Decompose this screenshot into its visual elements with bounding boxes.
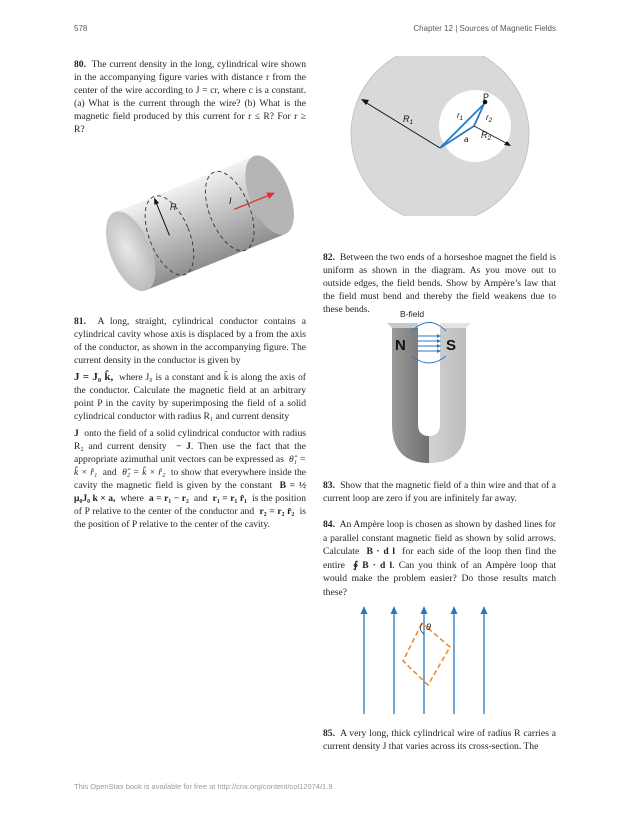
- cavity: [439, 90, 511, 162]
- equation-minus-J: − J: [175, 441, 191, 452]
- problem-text-1: A long, straight, cylindrical conductor contains a cylindrical cavity whose axis is displaced by a from the axis of the conductor, as shown in the accompanying figure. The current density in the conductor is given by: [74, 316, 306, 366]
- problem-84: [323, 518, 556, 600]
- problem-text-3: . Can you think of an Ampère loop that would make the problem easier? Do those results match these?: [323, 559, 556, 598]
- cavity-figure: [346, 56, 536, 216]
- problem-80: [74, 58, 306, 137]
- label-R: R: [170, 202, 177, 212]
- magnet-right-top: [440, 323, 471, 328]
- page-number: 578: [74, 24, 88, 33]
- label-R1: $R_1$: [403, 114, 414, 126]
- problem-text-6: is the position of P relative to the center of the conductor and: [74, 493, 307, 517]
- equation-theta1: θ̂₁ = k̂ × r̂₁: [74, 454, 307, 478]
- conjunction: and: [193, 493, 208, 504]
- problem-text: The current density in the long, cylindrical wire shown in the accompanying figure varies with distance r from the center of the wire according to J = cr, where c is a constant. (a) What is the current through the wire? (b) What is the magnetic field produced by this current for r ≤ R? For r ≥ R?: [74, 59, 307, 136]
- problem-text-7: is the position of P relative to the center of the cavity.: [74, 506, 307, 530]
- label-a: a: [464, 135, 469, 144]
- equation-B-constant: B = ½ μ₀J₀ k × a,: [74, 480, 307, 504]
- problem-text-2: where J₀ is a constant and k̂ is along the axis of the conductor. Calculate the magnetic field at an arbitrary point P in the cavity by superimposing the field of a solid cylindrical conductor with radius R₁ and current density: [74, 372, 307, 422]
- field-arrowheads: [361, 606, 488, 614]
- problem-text: A very long, thick cylindrical wire of radius R carries a current density J that varies across its cross-section. The: [323, 728, 556, 753]
- label-I: I: [229, 196, 232, 206]
- problem-text-2: for each side of the loop then find the entire: [323, 546, 556, 571]
- problem-number: 83.: [323, 480, 335, 491]
- problem-number: 80.: [74, 59, 86, 70]
- equation-theta2: θ̂₂ = k̂ × r̂₂: [122, 467, 166, 478]
- problem-text: Show that the magnetic field of a thin wire and that of a current loop are zero if you are infinitely far away.: [323, 480, 557, 505]
- problem-text-1: An Ampère loop is chosen as shown by dashed lines for a parallel constant magnetic field as shown by solid arrows. Calculate: [323, 519, 556, 558]
- north-pole-label: N: [395, 337, 406, 354]
- problem-text: Between the two ends of a horseshoe magnet the field is uniform as shown in the diagram. As you move out to outside edges, the field bends. Show by Ampère’s law that the field must bend and thereby the field weakens due to these bends.: [323, 252, 556, 316]
- field-arrows: [364, 612, 484, 714]
- label-R2: $R_2$: [481, 130, 492, 142]
- conjunction: and: [102, 467, 117, 478]
- equation-current-density: J = J₀ k̂,: [74, 371, 114, 383]
- problem-83: [323, 479, 556, 505]
- word-where: where: [120, 493, 144, 504]
- equation-r2: r₂ = r₂ r̂₂: [259, 506, 295, 517]
- chapter-title: Chapter 12 | Sources of Magnetic Fields: [413, 24, 556, 33]
- equation-loop-integral: ∮ B · d l: [353, 559, 393, 571]
- equation-a: a = r₁ − r₂: [148, 493, 189, 504]
- equation-B-dot-dl: B · d l: [366, 546, 395, 558]
- problem-number: 81.: [74, 316, 86, 327]
- ampere-loop: [403, 623, 450, 685]
- footer-note: This OpenStax book is available for free at http://cnx.org/content/col12074/1.9: [74, 782, 333, 791]
- label-P: P: [483, 92, 490, 102]
- b-field-label: B-field: [400, 309, 425, 319]
- problem-number: 85.: [323, 728, 335, 739]
- problem-number: 84.: [323, 519, 335, 530]
- problem-81: [74, 315, 306, 531]
- label-r1: $r_1$: [457, 111, 464, 122]
- horseshoe-magnet-figure: [360, 306, 500, 470]
- equation-J: J: [74, 428, 79, 439]
- problem-text-4: . Then use the fact that the appropriate azimuthal unit vectors can be expressed as: [74, 441, 307, 465]
- problem-text-3: onto the field of a solid cylindrical conductor with radius R₂ and current density: [74, 428, 306, 452]
- equation-r1: r₁ = r₁ r̂₁: [212, 493, 248, 504]
- label-r2: $r_2$: [486, 113, 493, 124]
- problem-text-5: to show that everywhere inside the cavity the magnetic field is given by the constant: [74, 467, 307, 491]
- cylinder-figure: [88, 148, 300, 304]
- ampere-loop-figure: [352, 604, 488, 716]
- label-theta: θ: [426, 622, 431, 632]
- magnet-left-top: [387, 323, 418, 328]
- problem-number: 82.: [323, 252, 335, 263]
- problem-85: [323, 727, 556, 753]
- south-pole-label: S: [446, 337, 457, 354]
